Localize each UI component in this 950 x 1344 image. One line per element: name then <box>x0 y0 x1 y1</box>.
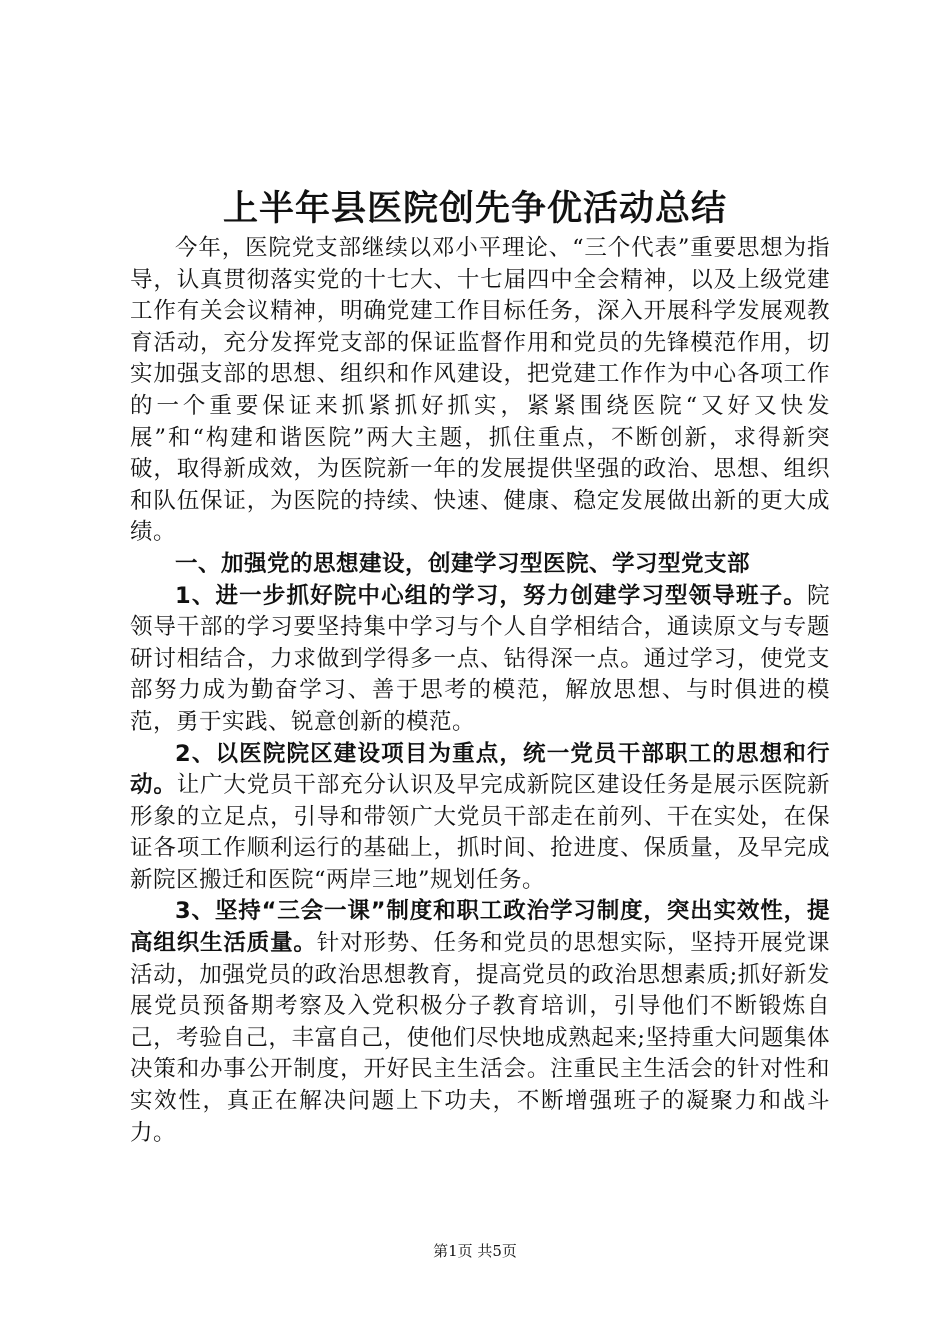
item-1-lead: 1、进一步抓好院中心组的学习，努力创建学习型领导班子。 <box>175 582 807 609</box>
item-1-text: 院领导干部的学习要坚持集中学习与个人自学相结合，通读原文与专题研讨相结合，力求做到学得多一点、钻得深一点。通过学习，使党支部努力成为勤奋学习、善于思考的模范，解放思想、与时俱进的模范，勇于实践、锐意创新的模范。 <box>130 582 830 735</box>
item-2-lead: 2、以医院院区建设项目为重点，统一党员干部职工的思想和行动。 <box>130 740 830 799</box>
item-3-lead: 3、坚持“三会一课”制度和职工政治学习制度，突出实效性，提高组织生活质量。 <box>130 898 830 957</box>
document-title: 上半年县医院创先争优活动总结 <box>222 189 727 229</box>
document-body <box>130 233 830 1149</box>
page-footer: 第1页 共5页 <box>433 1242 517 1260</box>
intro-paragraph: 今年，医院党支部继续以邓小平理论、“三个代表”重要思想为指导，认真贯彻落实党的十七大、十七届四中全会精神，以及上级党建工作有关会议精神，明确党建工作目标任务，深入开展科学发展观教育活动，充分发挥党支部的保证监督作用和党员的先锋模范作用，切实加强支部的思想、组织和作风建设，把党建工作作为中心各项工作的一个重要保证来抓紧抓好抓实，紧紧围绕医院“又好又快发展”和“构建和谐医院”两大主题，抓住重点，不断创新，求得新突破，取得新成效，为医院新一年的发展提供坚强的政治、思想、组织和队伍保证，为医院的持续、快速、健康、稳定发展做出新的更大成绩。 <box>130 235 830 546</box>
item-2-paragraph <box>130 739 830 897</box>
section-1-heading: 一、加强党的思想建设，创建学习型医院、学习型党支部 <box>175 550 751 577</box>
item-3-paragraph <box>130 896 830 1149</box>
item-2-text: 让广大党员干部充分认识及早完成新院区建设任务是展示医院新形象的立足点，引导和带领广大党员干部走在前列、干在实处，在保证各项工作顺利运行的基础上，抓时间、抢进度、保质量，及早完成新院区搬迁和医院“两岸三地”规划任务。 <box>130 772 830 893</box>
item-1-paragraph <box>130 581 830 739</box>
item-3-text: 针对形势、任务和党员的思想实际，坚持开展党课活动，加强党员的政治思想教育，提高党员的政治思想素质;抓好新发展党员预备期考察及入党积极分子教育培训，引导他们不断锻炼自己，考验自己，丰富自己，使他们尽快地成熟起来;坚持重大问题集体决策和办事公开制度，开好民主生活会。注重民主生活会的针对性和实效性，真正在解决问题上下功夫，不断增强班子的凝聚力和战斗力。 <box>130 930 830 1146</box>
